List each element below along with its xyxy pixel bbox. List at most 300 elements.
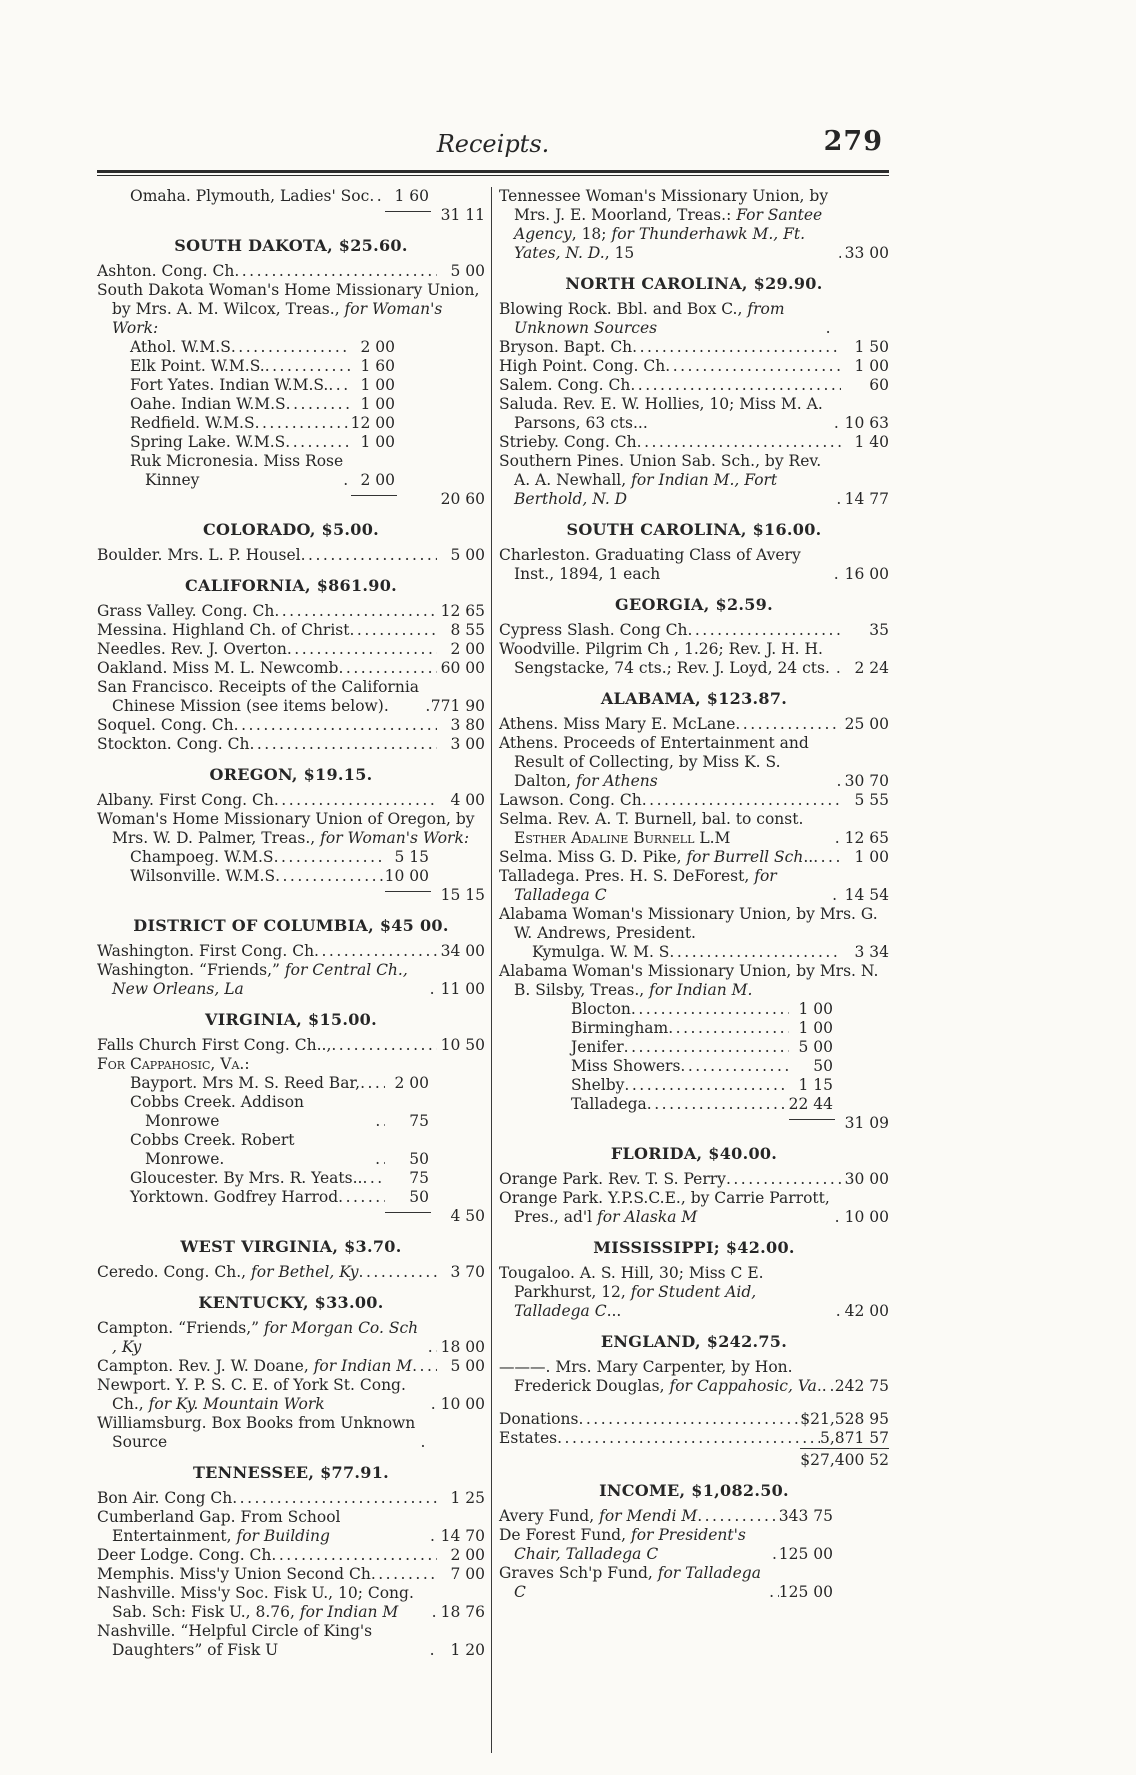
amount-inner: 50 — [409, 1150, 429, 1168]
receipt-entry — [499, 734, 889, 791]
entry-text — [130, 1093, 375, 1131]
entry-text-italic: for Woman's Work: — [112, 300, 443, 337]
dot-leaders — [428, 1338, 437, 1357]
dot-leaders — [632, 338, 841, 357]
entry-text-segment: Yorktown. Godfrey Harrod — [130, 1188, 339, 1206]
entry-text — [532, 943, 669, 962]
amount-inner: 1 00 — [798, 1000, 833, 1018]
receipt-entry — [97, 942, 485, 961]
amount: 2 24 — [854, 659, 889, 677]
receipt-entry — [499, 715, 889, 734]
dot-leaders — [349, 621, 437, 640]
dot-leaders — [331, 1036, 437, 1055]
receipt-entry — [97, 848, 485, 867]
dot-leaders — [255, 414, 351, 433]
dot-leaders — [557, 1429, 820, 1448]
amount-inner: 12 00 — [350, 414, 395, 432]
receipt-entry — [97, 376, 485, 395]
entry-text-segment: Cypress Slash. Cong Ch — [499, 621, 688, 639]
entry-text — [499, 1429, 557, 1448]
receipt-entry — [97, 1622, 485, 1660]
entry-text — [499, 715, 735, 734]
entry-text-segment: Wilsonville. W.M.S — [130, 867, 276, 885]
entry-text — [499, 187, 838, 263]
entry-text — [499, 1358, 829, 1396]
entry-text-smallcaps: For Cappahosic, Va.: — [97, 1055, 250, 1073]
amount: 5 00 — [450, 546, 485, 564]
entry-text-segment: Oakland. Miss M. L. Newcomb — [97, 659, 339, 677]
receipt-entry — [499, 1507, 889, 1526]
amount: 1 25 — [450, 1489, 485, 1507]
entry-text — [130, 357, 265, 376]
section-heading: CALIFORNIA, $861.90. — [184, 576, 398, 595]
amount: 34 00 — [440, 942, 485, 960]
receipt-entry — [97, 414, 485, 433]
entry-text — [499, 376, 630, 395]
dot-leaders — [834, 414, 841, 433]
entry-text-segment: Elk Point. W.M.S. — [130, 357, 265, 375]
entry-text — [499, 1264, 836, 1321]
entry-text-segment: Oahe. Indian W.M.S — [130, 395, 286, 413]
receipt-entry — [97, 262, 485, 281]
dot-leaders — [430, 1527, 437, 1546]
entry-text-segment: South Dakota Woman's Home Missionary Union, by Mrs. A. M. Wilcox, Treas., — [97, 281, 480, 318]
entry-text-italic: for Bethel, Ky — [251, 1263, 359, 1281]
section-heading: OREGON, $19.15. — [209, 765, 373, 784]
entry-text — [571, 1019, 668, 1038]
receipt-entry — [97, 602, 485, 621]
receipt-entry — [97, 640, 485, 659]
receipt-entry — [97, 546, 485, 565]
dot-leaders — [343, 471, 351, 490]
entry-text-segment: Cobbs Creek. Robert Monrowe. — [130, 1131, 295, 1168]
amount-inner: 2 00 — [360, 471, 395, 489]
amount-inner: 22 44 — [788, 1095, 833, 1113]
amount: 5 00 — [450, 1357, 485, 1375]
entry-text-italic: for Thunderhawk M., Ft. Yates, N. D. — [514, 225, 806, 262]
entry-text-segment: , 15 — [604, 244, 635, 262]
page-header — [97, 126, 889, 170]
amount: 35 — [869, 621, 889, 639]
dot-leaders — [624, 1076, 789, 1095]
entry-text-segment: Redfield. W.M.S — [130, 414, 255, 432]
dot-leaders — [578, 1410, 800, 1429]
spacer — [499, 1396, 889, 1410]
amount: 25 00 — [844, 715, 889, 733]
entry-text — [97, 810, 485, 848]
dot-leaders — [231, 338, 351, 357]
receipt-entry — [499, 1076, 889, 1095]
amount: 1 20 — [450, 1641, 485, 1659]
dot-leaders — [668, 1019, 789, 1038]
entry-text-segment: Washington. First Cong. Ch — [97, 942, 315, 960]
dot-leaders — [286, 395, 351, 414]
receipt-entry — [499, 1057, 889, 1076]
entry-text-segment: Bon Air. Cong Ch — [97, 1489, 233, 1507]
entry-text — [499, 1170, 726, 1189]
entry-text — [97, 546, 301, 565]
entry-text-segment: Stockton. Cong. Ch — [97, 735, 250, 753]
entry-text — [97, 1489, 232, 1508]
entry-text-segment: Champoeg. W.M.S — [130, 848, 274, 866]
receipt-entry — [97, 281, 485, 338]
entry-text-italic: from Unknown Sources — [514, 300, 785, 337]
receipt-entry — [97, 1263, 485, 1282]
dot-leaders — [769, 1583, 779, 1602]
entry-text — [97, 1357, 412, 1376]
dot-leaders — [669, 943, 841, 962]
entry-text-italic: for Woman's Work: — [320, 829, 470, 847]
entry-text — [499, 300, 826, 338]
entry-text-italic: for Cappahosic, Va — [669, 1377, 817, 1395]
receipt-entry — [499, 1358, 889, 1396]
receipt-entry — [499, 810, 889, 848]
receipt-entry — [97, 1131, 485, 1169]
subtotal-amount: 20 60 — [440, 490, 485, 508]
section-heading: GEORGIA, $2.59. — [615, 595, 773, 614]
section-heading: NORTH CAROLINA, $29.90. — [565, 274, 823, 293]
receipt-entry — [97, 1414, 485, 1452]
dot-leaders — [735, 715, 841, 734]
amount: 12 65 — [440, 602, 485, 620]
receipt-entry — [97, 1188, 485, 1207]
amount: 5 00 — [450, 262, 485, 280]
receipt-entry — [499, 300, 889, 338]
entry-text-segment: Tennessee Woman's Missionary Union, by Mrs. J. E. Moorland, Treas.: — [499, 187, 829, 224]
entry-text — [499, 640, 836, 678]
receipt-entry — [97, 961, 485, 999]
entry-text-segment: Williamsburg. Box Books from Unknown Source — [97, 1414, 416, 1451]
dot-leaders — [834, 565, 841, 584]
entry-text-segment: Blowing Rock. Bbl. and Box C., — [499, 300, 748, 318]
receipt-entry — [97, 1074, 485, 1093]
amount: 14 70 — [440, 1527, 485, 1545]
entry-text-segment: Boulder. Mrs. L. P. Housel — [97, 546, 301, 564]
receipt-entry — [499, 962, 889, 1000]
receipt-entry — [97, 187, 485, 206]
subtotal-row — [97, 1207, 485, 1226]
entry-text-segment: Athens. Miss Mary E. McLane — [499, 715, 736, 733]
entry-text-segment: Campton. Rev. J. W. Doane, — [97, 1357, 314, 1375]
entry-text — [97, 735, 249, 754]
entry-text — [499, 867, 832, 905]
amount-inner: 75 — [409, 1169, 429, 1187]
subtotal-amount: $27,400 52 — [800, 1448, 889, 1470]
entry-text-segment: Grass Valley. Cong. Ch — [97, 602, 275, 620]
entry-text-segment: ———. Mrs. Mary Carpenter, by Hon. Frederick Douglas, — [499, 1358, 793, 1395]
subtotal-row — [97, 490, 485, 509]
amount-inner: 1 00 — [798, 1019, 833, 1037]
receipt-entry — [499, 1019, 889, 1038]
entry-text-segment: Kymulga. W. M. S — [532, 943, 670, 961]
dot-leaders — [624, 1038, 789, 1057]
entry-text — [130, 1131, 375, 1169]
dot-leaders — [274, 602, 437, 621]
amount: 16 00 — [844, 565, 889, 583]
section-heading: ENGLAND, $242.75. — [600, 1332, 788, 1351]
amount-inner: 1 00 — [360, 433, 395, 451]
receipt-entry — [499, 1095, 889, 1114]
section-heading: COLORADO, $5.00. — [202, 520, 380, 539]
entry-text-segment: Selma. Rev. A. T. Burnell, bal. to const. — [499, 810, 804, 828]
entry-text-segment: Memphis. Miss'y Union Second Ch — [97, 1565, 371, 1583]
amount: 14 54 — [844, 886, 889, 904]
entry-text-segment: San Francisco. Receipts of the California Chinese Mission (see items below). — [97, 678, 420, 715]
entry-text-italic: for Indian M — [313, 1357, 413, 1375]
entry-text-italic: for Central Ch., New Orleans, La — [112, 961, 408, 998]
subtotal-rule — [385, 1212, 431, 1226]
entry-text-segment: Athol. W.M.S — [130, 338, 231, 356]
dot-leaders — [772, 1545, 779, 1564]
entry-text-segment: Campton. “Friends,” — [97, 1319, 264, 1337]
entry-text — [499, 734, 836, 791]
amount: 14 77 — [844, 490, 889, 508]
entry-text — [499, 810, 835, 848]
entry-text — [97, 262, 234, 281]
subtotal-amount: 15 15 — [440, 886, 485, 904]
receipt-entry — [499, 1170, 889, 1189]
entry-text-segment: Southern Pines. Union Sab. Sch., by Rev. A. A. Newhall, — [499, 452, 822, 489]
entry-text-segment: Orange Park. Y.P.S.C.E., by Carrie Parrott, Pres., ad'l — [499, 1189, 830, 1226]
amount: 3 34 — [854, 943, 889, 961]
subtotal-amount: 4 50 — [450, 1207, 485, 1225]
entry-text-segment: Salem. Cong. Ch — [499, 376, 631, 394]
entry-text — [130, 867, 275, 886]
receipt-entry — [97, 1376, 485, 1414]
entry-text — [97, 1319, 428, 1357]
dot-leaders — [271, 1546, 437, 1565]
receipt-entry — [97, 1319, 485, 1357]
entry-text — [130, 338, 231, 357]
entry-text-italic: for Talladega C — [514, 867, 777, 904]
amount: 3 70 — [450, 1263, 485, 1281]
entry-text — [97, 1263, 359, 1282]
entry-text-segment: Ceredo. Cong. Ch., — [97, 1263, 252, 1281]
entry-text — [499, 357, 665, 376]
amount: 7 00 — [450, 1565, 485, 1583]
amount: 5,871 57 — [819, 1429, 889, 1447]
receipt-entry — [499, 452, 889, 509]
amount: 4 00 — [450, 791, 485, 809]
entry-text-segment: Spring Lake. W.M.S — [130, 433, 286, 451]
page-number: 279 — [823, 126, 883, 157]
entry-text-segment: Woodville. Pilgrim Ch , 1.26; Rev. J. H. H. Sengstacke, 74 cts.; Rev. J. Loyd, 24 cts. — [499, 640, 830, 677]
receipt-entry — [97, 1036, 485, 1055]
amount-inner: 50 — [409, 1188, 429, 1206]
dot-leaders — [362, 1169, 385, 1188]
amount-inner: 1 00 — [360, 395, 395, 413]
amount-inner: 343 75 — [778, 1507, 833, 1525]
entry-text-segment: De Forest Fund, — [499, 1526, 631, 1544]
section-heading: INCOME, $1,082.50. — [599, 1481, 789, 1500]
amount: 18 00 — [440, 1338, 485, 1356]
dot-leaders — [369, 187, 385, 206]
receipt-entry — [97, 338, 485, 357]
receipt-entry — [97, 1357, 485, 1376]
entry-text-italic: for Burrell Sch — [686, 848, 804, 866]
amount: 1 00 — [854, 357, 889, 375]
dot-leaders — [375, 1112, 385, 1131]
receipt-entry — [97, 810, 485, 848]
entry-text-italic: for Student Aid, Talladega C — [514, 1283, 757, 1320]
entry-text — [499, 848, 813, 867]
entry-text-segment: Tougaloo. A. S. Hill, 30; Miss C E. Parkhurst, 12, — [499, 1264, 764, 1301]
entry-text-segment: Alabama Woman's Missionary Union, by Mrs. G. W. Andrews, President. — [499, 905, 878, 942]
amount: 3 80 — [450, 716, 485, 734]
dot-leaders — [697, 1507, 779, 1526]
receipt-entry — [97, 1093, 485, 1131]
entry-text — [499, 1526, 772, 1564]
amount: 33 00 — [844, 244, 889, 262]
entry-text-italic: for Building — [236, 1527, 330, 1545]
receipt-entry — [97, 1169, 485, 1188]
dot-leaders — [359, 1263, 437, 1282]
dot-leaders — [647, 1095, 789, 1114]
dot-leaders — [285, 433, 351, 452]
dot-leaders — [287, 640, 437, 659]
receipt-entry — [499, 1564, 889, 1602]
section-heading: ALABAMA, $123.87. — [600, 689, 788, 708]
entry-text — [97, 716, 234, 735]
entry-text-segment: Omaha. Plymouth, Ladies' Soc — [130, 187, 370, 205]
dot-leaders — [234, 716, 437, 735]
receipt-entry — [499, 357, 889, 376]
entry-text — [499, 452, 836, 509]
amount: 1 40 — [854, 433, 889, 451]
entry-text-segment: Donations — [499, 1410, 579, 1428]
amount: 11 00 — [440, 980, 485, 998]
entry-text — [97, 1036, 331, 1055]
entry-text-italic: for Indian M. — [649, 981, 753, 999]
receipt-entry — [97, 735, 485, 754]
entry-text — [571, 1000, 631, 1019]
receipt-entry — [499, 848, 889, 867]
receipt-entry — [97, 1546, 485, 1565]
entry-text-segment: Talladega — [571, 1095, 647, 1113]
amount-inner: 50 — [813, 1057, 833, 1075]
entry-text — [97, 640, 287, 659]
receipt-entry — [97, 678, 485, 716]
entry-text — [130, 452, 343, 490]
entry-text-italic: for Athens — [576, 772, 658, 790]
entry-text-segment: Woman's Home Missionary Union of Oregon, by Mrs. W. D. Palmer, Treas., — [97, 810, 475, 847]
entry-text-segment: Cobbs Creek. Addison Monrowe — [130, 1093, 305, 1130]
dot-leaders — [232, 1489, 437, 1508]
section-heading: VIRGINIA, $15.00. — [205, 1010, 377, 1029]
amount-inner: 5 15 — [394, 848, 429, 866]
entry-text-segment: Alabama Woman's Missionary Union, by Mrs. N. B. Silsby, Treas., — [499, 962, 879, 999]
receipt-entry — [499, 546, 889, 584]
entry-text — [499, 791, 642, 810]
entry-text — [499, 1564, 769, 1602]
entry-text-italic: for President's Chair, Talladega C — [514, 1526, 746, 1563]
header-rule-thick — [97, 170, 889, 173]
dot-leaders — [726, 1170, 841, 1189]
entry-text — [97, 1508, 430, 1546]
column-divider — [491, 187, 492, 1753]
entry-text-segment: Nashville. “Helpful Circle of King's Daughters” of Fisk U — [97, 1622, 373, 1659]
left-column — [97, 187, 485, 1753]
dot-leaders — [274, 791, 437, 810]
entry-text — [97, 1546, 271, 1565]
dot-leaders — [275, 867, 385, 886]
amount: 30 00 — [844, 1170, 889, 1188]
section-heading: DISTRICT OF COLUMBIA, $45 00. — [133, 916, 449, 935]
amount: 18 76 — [440, 1603, 485, 1621]
entry-text-segment: Bayport. Mrs M. S. Reed Bar, — [130, 1074, 361, 1092]
entry-text — [499, 546, 834, 584]
dot-leaders — [301, 546, 437, 565]
entry-text — [97, 791, 274, 810]
dot-leaders — [338, 1188, 385, 1207]
entry-text-segment: Lawson. Cong. Ch — [499, 791, 642, 809]
amount: 10 63 — [844, 414, 889, 432]
dot-leaders — [328, 376, 351, 395]
right-column — [499, 187, 889, 1753]
dot-leaders — [630, 376, 841, 395]
entry-text — [499, 433, 637, 452]
receipt-entry — [499, 338, 889, 357]
receipt-entry — [499, 1526, 889, 1564]
dot-leaders — [314, 942, 437, 961]
entry-text-segment: Bryson. Bapt. Ch — [499, 338, 633, 356]
entry-text — [130, 395, 286, 414]
amount: 30 70 — [844, 772, 889, 790]
entry-text-italic: for Indian M — [299, 1603, 399, 1621]
entry-text — [130, 1188, 338, 1207]
entry-text — [97, 1414, 421, 1452]
receipt-entry — [97, 791, 485, 810]
receipt-entry — [499, 187, 889, 263]
entry-text — [499, 962, 889, 1000]
entry-text-segment: Avery Fund, — [499, 1507, 600, 1525]
amount: 8 55 — [450, 621, 485, 639]
amount-inner: 1 00 — [360, 376, 395, 394]
entry-text-segment: Deer Lodge. Cong. Ch — [97, 1546, 272, 1564]
entry-text-segment: Jenifer — [571, 1038, 624, 1056]
amount: 12 65 — [844, 829, 889, 847]
entry-text-italic: for Mendi M — [599, 1507, 698, 1525]
entry-text — [571, 1057, 680, 1076]
receipt-entry — [499, 867, 889, 905]
section-heading: SOUTH CAROLINA, $16.00. — [566, 520, 822, 539]
dot-leaders — [637, 433, 841, 452]
entry-text — [571, 1076, 624, 1095]
entry-text-segment: Newport. Y. P. S. C. E. of York St. Cong. Ch., — [97, 1376, 406, 1413]
dot-leaders — [826, 319, 833, 338]
amount-inner: 125 00 — [778, 1545, 833, 1563]
entry-text-segment: .. — [816, 1377, 827, 1395]
amount: 10 00 — [844, 1208, 889, 1226]
receipt-entry — [97, 395, 485, 414]
receipt-entry — [97, 452, 485, 490]
entry-text-segment: Albany. First Cong. Ch — [97, 791, 274, 809]
entry-text-italic: for Morgan Co. Sch , Ky — [112, 1319, 419, 1356]
receipt-entry — [97, 357, 485, 376]
amount: 60 — [869, 376, 889, 394]
subtotal-amount: 31 09 — [844, 1114, 889, 1132]
entry-text-segment: Birmingham — [571, 1019, 669, 1037]
receipt-entry — [499, 1038, 889, 1057]
entry-text-segment: Nashville. Miss'y Soc. Fisk U., 10; Cong. Sab. Sch: Fisk U., 8.76, — [97, 1584, 414, 1621]
subtotal-rule — [789, 1119, 835, 1133]
amount: 1 50 — [854, 338, 889, 356]
receipt-entry — [97, 433, 485, 452]
entry-text — [130, 414, 255, 433]
amount: 1 00 — [854, 848, 889, 866]
entry-text-segment: Washington. “Friends,” — [97, 961, 285, 979]
entry-text-smallcaps: Esther Adaline Burnell L.M — [514, 829, 731, 847]
